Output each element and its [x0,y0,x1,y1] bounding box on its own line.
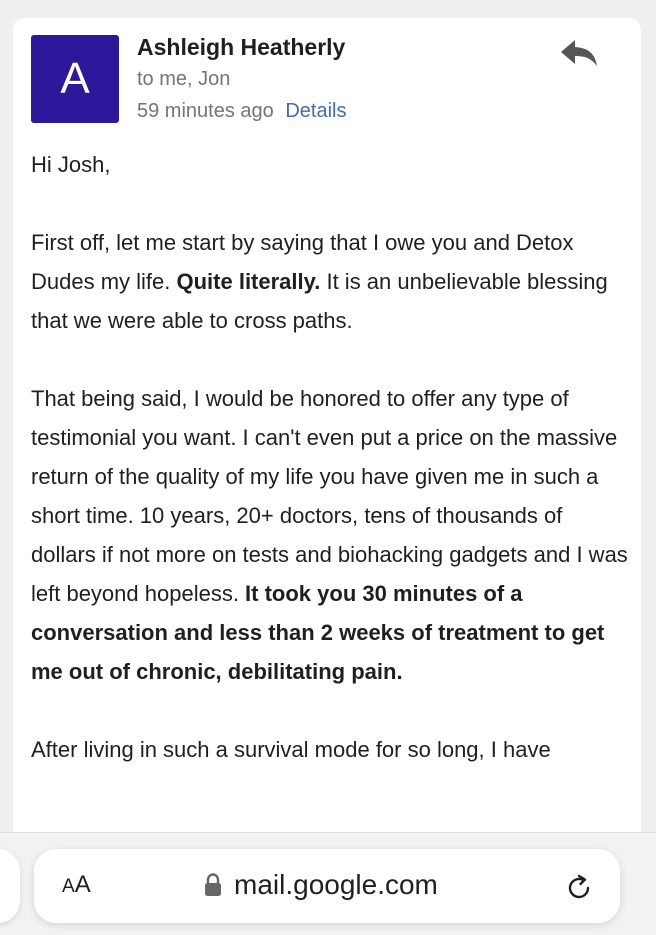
browser-toolbar [0,832,656,935]
avatar[interactable]: A [31,35,119,123]
email-card [13,18,641,848]
email-body [31,145,631,808]
timestamp: 59 minutes ago [137,100,274,122]
meta-row [137,100,346,123]
reload-icon[interactable] [564,873,594,903]
paragraph-1 [31,223,631,340]
reply-arrow-icon[interactable] [559,36,599,72]
url-display[interactable] [204,869,438,901]
text-size-button[interactable]: AA [62,871,91,898]
paragraph-2 [31,379,631,691]
lock-icon [204,873,222,897]
url-text: mail.google.com [234,869,438,900]
sender-name[interactable]: Ashleigh Heatherly [137,34,346,60]
paragraph-3: After living in such a survival mode for so long, I have [31,737,551,762]
text-run: First off, let me start by saying that I owe you and Detox Dudes my life. [31,230,574,294]
text-run: That being said, I would be honored to offer any type of testimonial you want. I can't even put a price on the massive return of the quality of my life you have given me in such a short time. 10 years, 20+ doctors, tens of thousands of dollars if not more on tests and biohacking gadgets and I was left beyond hopeless. [31,386,628,606]
greeting: Hi Josh, [31,152,111,177]
address-bar[interactable] [34,849,620,923]
text-run-bold: Quite literally. [176,269,321,294]
text-run-bold: It took you 30 minutes of a conversation and less than 2 weeks of treatment to get me out of chronic, debilitating pain. [31,581,605,684]
previous-tab-pill[interactable] [0,849,20,923]
details-link[interactable]: Details [285,100,347,122]
text-run: It is an unbelievable blessing that we were able to cross paths. [31,269,608,333]
recipients: to me, Jon [137,68,231,90]
